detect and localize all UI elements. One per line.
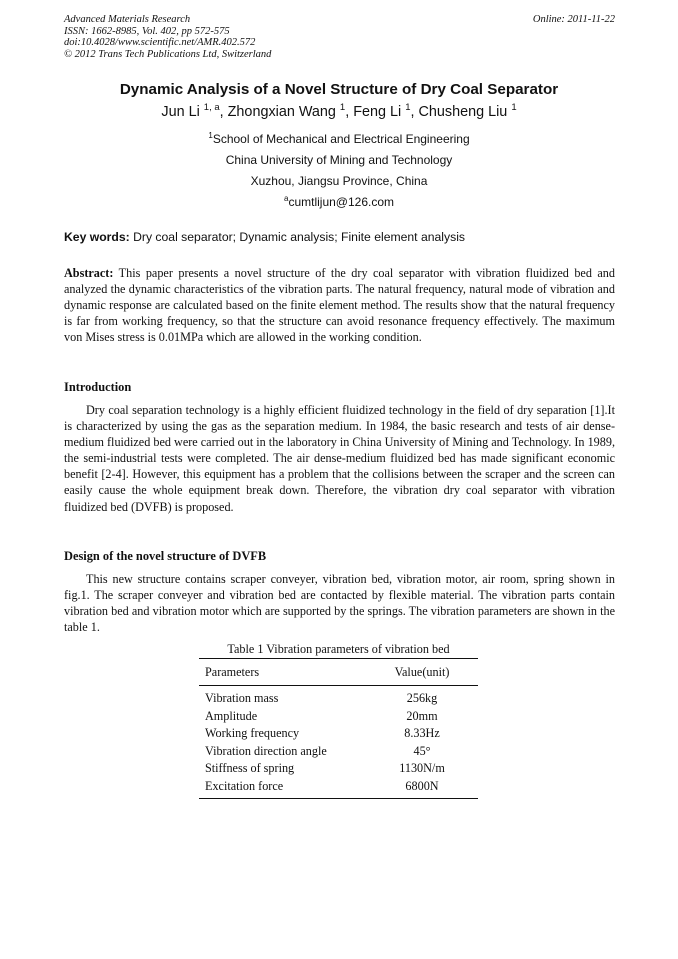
keywords-text: Dry coal separator; Dynamic analysis; Finite element analysis bbox=[129, 230, 465, 244]
introduction-paragraph: Dry coal separation technology is a highly efficient fluidized technology in the field of dry separation [1].It is characterized by using the gas as the separation medium. In 1984, the basic research and tests of air dense-medium fluidized bed were carried out in the laboratory in China University of Mining and Technology. In 1989, the semi-industrial tests were completed. The air dense-medium fluidized bed has made significant economic benefit [2-4]. However, this equipment has a problem that the collisions between the scraper and the screen can easily cause the whole equipment break down. Therefore, the vibration dry coal separator with vibration fluidized bed (DVFB) is proposed. bbox=[64, 403, 615, 514]
affiliation-university: China University of Mining and Technology bbox=[225, 153, 453, 167]
table-row bbox=[199, 708, 478, 726]
table-row bbox=[199, 760, 478, 778]
table-cell-parameter: Excitation force bbox=[199, 778, 366, 798]
table-row bbox=[199, 778, 478, 798]
affiliation-location: Xuzhou, Jiangsu Province, China bbox=[250, 174, 428, 188]
online-date: Online: 2011-11-22 bbox=[532, 14, 615, 25]
design-paragraph: This new structure contains scraper conveyer, vibration bed, vibration motor, air room, spring shown in fig.1. The scraper conveyer and vibration bed are contacted by flexible material. The vibration parts contain vibration bed and vibration motor which are supported by the springs. The vibration parameters are shown in the table 1. bbox=[64, 572, 615, 635]
table-cell-parameter: Vibration mass bbox=[205, 691, 279, 705]
table-cell-value: 20mm bbox=[406, 708, 438, 723]
table-header-row bbox=[199, 659, 478, 686]
table-cell-value: 256kg bbox=[406, 691, 438, 705]
design-heading: Design of the novel structure of DVFB bbox=[64, 549, 267, 563]
author-name: Chusheng Liu bbox=[418, 104, 508, 120]
author-list bbox=[0, 104, 678, 120]
affiliation-school-text: School of Mechanical and Electrical Engineering bbox=[212, 132, 470, 146]
table-cell-parameter: Stiffness of spring bbox=[205, 761, 295, 776]
journal-doi: doi:10.4028/www.scientific.net/AMR.402.572 bbox=[64, 37, 256, 48]
journal-header bbox=[64, 14, 615, 60]
vibration-parameters-table bbox=[199, 658, 478, 799]
email-mark: a bbox=[283, 194, 289, 203]
author-affiliation-mark: 1 bbox=[339, 102, 346, 113]
journal-name: Advanced Materials Research bbox=[64, 14, 191, 25]
author-separator: , bbox=[219, 104, 228, 120]
table-cell-parameter: Working frequency bbox=[205, 726, 300, 741]
table-cell-value: 45° bbox=[413, 743, 431, 758]
keywords-label: Key words: bbox=[64, 230, 130, 244]
table-cell-value: 8.33Hz bbox=[404, 726, 440, 741]
author-separator: , bbox=[345, 104, 354, 120]
abstract bbox=[64, 265, 615, 345]
author-affiliation-mark: 1, a bbox=[203, 102, 220, 113]
abstract-text: This paper presents a novel structure of the dry coal separator with vibration fluidized bed and analyzed the dynamic characteristics of the vibration parts. The natural frequency, natural mode of vibration and dynamic response are calculated based on the finite element method. The results show that the natural frequency is far from working frequency, so that the structure can avoid resonance frequency effectively. The maximum von Mises stress is 0.01MPa which are allowed in the working condition. bbox=[64, 266, 615, 345]
table-header-value: Value(unit) bbox=[366, 659, 478, 686]
keywords bbox=[64, 230, 615, 244]
author-name: Jun Li bbox=[161, 104, 200, 120]
table-row bbox=[199, 743, 478, 761]
table-cell-value: 6800N bbox=[366, 778, 478, 798]
table-row bbox=[199, 725, 478, 743]
author-email bbox=[0, 195, 678, 209]
table-caption: Table 1 Vibration parameters of vibration bed bbox=[227, 642, 450, 656]
table-cell-parameter: Amplitude bbox=[205, 708, 258, 723]
table-header-parameters: Parameters bbox=[199, 659, 366, 686]
table-cell-value: 1130N/m bbox=[399, 761, 445, 776]
table-row bbox=[199, 686, 478, 708]
introduction-heading: Introduction bbox=[64, 380, 132, 394]
affiliation-mark: 1 bbox=[208, 131, 213, 140]
author-name: Feng Li bbox=[353, 104, 402, 120]
email-text: cumtlijun@126.com bbox=[288, 195, 394, 209]
abstract-label: Abstract: bbox=[64, 266, 114, 280]
author-name: Zhongxian Wang bbox=[227, 104, 336, 120]
table-cell-parameter: Vibration direction angle bbox=[205, 743, 327, 758]
paper-title: Dynamic Analysis of a Novel Structure of Dry Coal Separator bbox=[119, 81, 559, 98]
author-separator: , bbox=[410, 104, 419, 120]
journal-issn: ISSN: 1662-8985, Vol. 402, pp 572-575 bbox=[64, 25, 230, 37]
journal-copyright: © 2012 Trans Tech Publications Ltd, Switzerland bbox=[64, 48, 272, 60]
author-affiliation-mark: 1 bbox=[405, 102, 411, 113]
affiliation-school bbox=[0, 132, 678, 146]
author-affiliation-mark: 1 bbox=[511, 102, 517, 113]
